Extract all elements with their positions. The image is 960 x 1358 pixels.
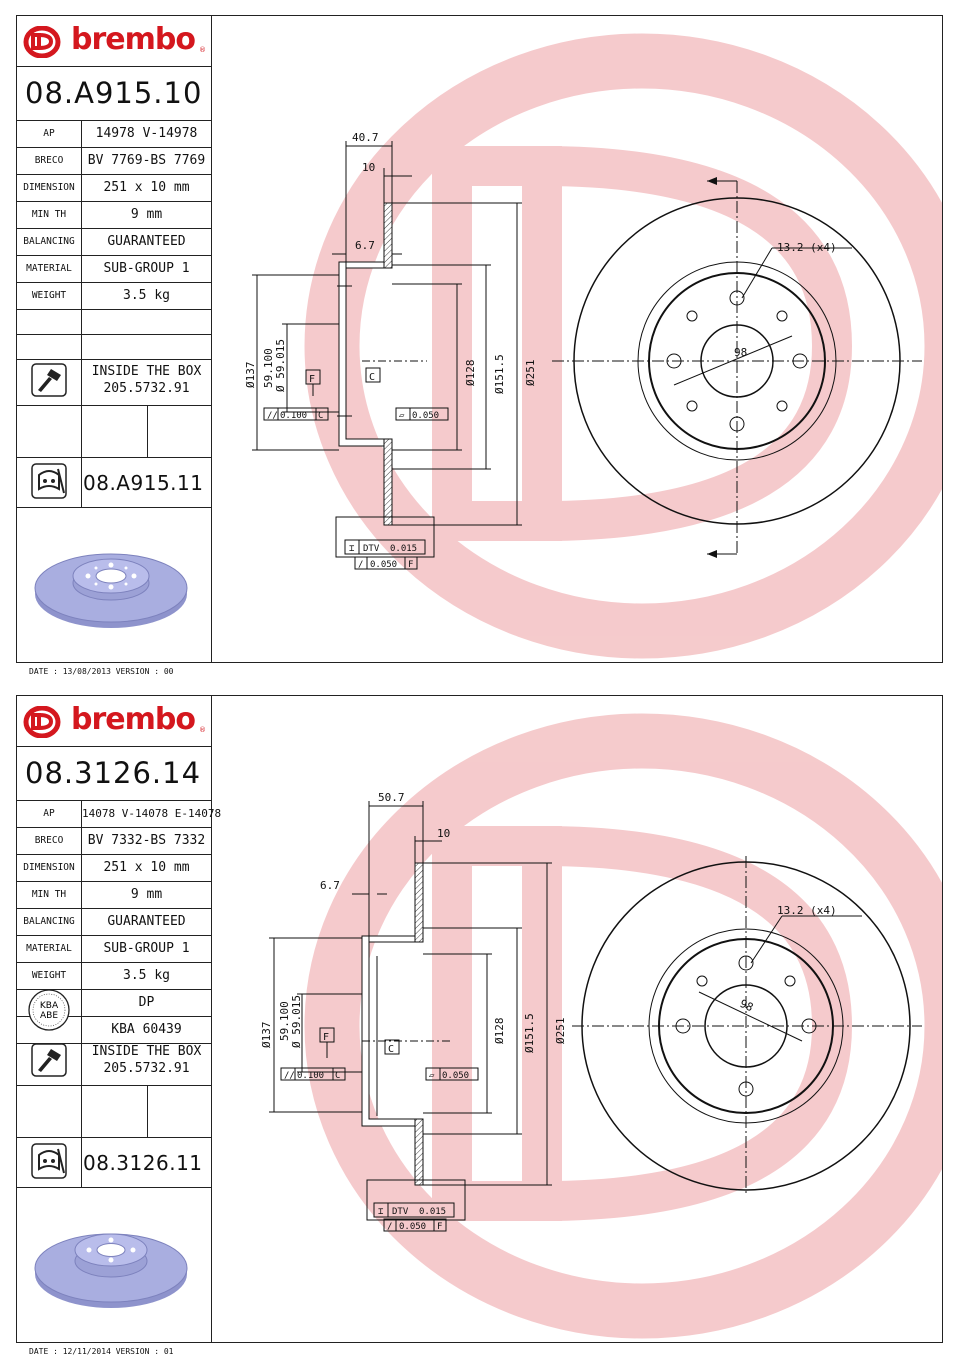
spec-table [17, 801, 222, 1044]
kba-number: KBA 60439 [111, 1022, 182, 1037]
dim-hat-thickness: 6.7 [320, 879, 340, 892]
kba-badge-icon [27, 988, 71, 1032]
spec-key: MIN TH [17, 202, 82, 228]
spec-row [17, 175, 211, 202]
dim-total-width: 40.7 [352, 131, 379, 144]
brand-name: brembo [71, 22, 195, 57]
inside-box-text [82, 1043, 211, 1077]
datasheet-1 [16, 15, 943, 676]
spec-row [17, 121, 211, 148]
spec-value: 251 x 10 mm [103, 180, 190, 195]
spec-value: GUARANTEED [107, 914, 186, 929]
spec-key: WEIGHT [17, 963, 82, 989]
spec-row [17, 855, 211, 882]
brake-pad-icon [31, 463, 67, 499]
spec-value: BV 7332-BS 7332 [87, 833, 206, 848]
spec-row [17, 202, 211, 229]
pad-reference-block [17, 1137, 211, 1188]
spec-value: 9 mm [130, 207, 163, 222]
spec-value: SUB-GROUP 1 [103, 261, 190, 276]
dim-disc-thickness: 10 [362, 161, 376, 174]
dtv-value: 0.015 [419, 1207, 447, 1217]
dim-d59-max: 59.100 [262, 348, 275, 388]
spec-value: 3.5 kg [123, 288, 170, 303]
spec-row [17, 229, 211, 256]
dim-d59-max: 59.100 [278, 1001, 291, 1041]
spec-sidebar [17, 696, 222, 1356]
spec-key: DIMENSION [17, 855, 82, 881]
pad-reference-block [17, 457, 211, 508]
spec-value: GUARANTEED [107, 234, 186, 249]
datum-c: C [369, 372, 376, 383]
pad-reference: 08.3126.11 [83, 1151, 203, 1175]
technical-drawing [212, 696, 942, 1342]
spec-key: BRECO [17, 148, 82, 174]
spec-row [17, 963, 211, 990]
svg-text:/: / [387, 1222, 393, 1232]
dim-pcd: 98 [737, 996, 756, 1015]
footer-date: DATE : 12/11/2014 VERSION : 01 [29, 1347, 174, 1356]
disc-render-image [33, 536, 193, 631]
spec-key: MATERIAL [17, 256, 82, 282]
dim-d151: Ø151.5 [493, 354, 506, 394]
tol-parallel: 0.100 [297, 1071, 325, 1081]
dim-d137: Ø137 [244, 361, 257, 388]
brembo-logo-icon [23, 706, 67, 738]
dim-d128: Ø128 [493, 1017, 506, 1044]
tol-flatness: 0.050 [442, 1071, 470, 1081]
tol-parallel-ref: C [335, 1071, 341, 1081]
spec-row [17, 909, 211, 936]
disc-render-image [33, 1216, 193, 1311]
spec-value: BV 7769-BS 7769 [87, 153, 206, 168]
spec-key: MIN TH [17, 882, 82, 908]
spec-value: 251 x 10 mm [103, 860, 190, 875]
kba-badge-top: KBA [39, 1001, 59, 1011]
svg-text://: // [284, 1071, 295, 1081]
datum-f: F [309, 374, 316, 385]
svg-text:/: / [358, 560, 364, 570]
spec-key: DIMENSION [17, 175, 82, 201]
spec-key: BRECO [17, 828, 82, 854]
brembo-watermark-icon [332, 61, 942, 631]
runout-value: 0.050 [370, 560, 398, 570]
dtv-value: 0.015 [390, 544, 418, 554]
svg-text://: // [267, 411, 278, 421]
brembo-logo-icon [23, 26, 67, 58]
runout-value: 0.050 [399, 1222, 427, 1232]
datum-f: F [323, 1032, 330, 1043]
spec-row [17, 801, 222, 828]
screw-icon [31, 363, 67, 397]
brand-header [17, 16, 211, 67]
dim-d137: Ø137 [260, 1021, 273, 1048]
registered-mark: ® [199, 46, 206, 54]
spec-key: BALANCING [17, 229, 82, 255]
tol-flatness: 0.050 [412, 411, 440, 421]
dim-bolt-hole: 13.2 (x4) [777, 241, 837, 254]
tol-parallel-ref: C [318, 411, 324, 421]
registered-mark: ® [199, 726, 206, 734]
datum-c: C [388, 1044, 395, 1055]
spec-table [17, 121, 211, 360]
spec-key: BALANCING [17, 909, 82, 935]
spec-value: 3.5 kg [123, 968, 170, 983]
dim-hat-thickness: 6.7 [355, 239, 375, 252]
spec-value: 14078 V-14078 E-14078 [82, 807, 222, 820]
empty-block [17, 405, 211, 458]
spec-row-empty [17, 310, 211, 335]
svg-text:▱: ▱ [429, 1071, 435, 1081]
dim-d128: Ø128 [464, 359, 477, 386]
spec-key: AP [17, 801, 82, 827]
inside-box-code: 205.5732.91 [103, 1061, 190, 1076]
dim-d251: Ø251 [524, 359, 537, 386]
dim-disc-thickness: 10 [437, 827, 451, 840]
inside-box-label: INSIDE THE BOX [91, 1044, 202, 1059]
spec-key: MATERIAL [17, 936, 82, 962]
dim-d59-min: Ø 59.015 [290, 995, 303, 1048]
inside-box-block [17, 1035, 211, 1086]
spec-sidebar [17, 16, 212, 676]
kba-dp: DP [138, 995, 155, 1010]
dtv-label: DTV [392, 1207, 409, 1217]
runout-ref: F [437, 1222, 443, 1232]
svg-text:⌶: ⌶ [349, 544, 355, 554]
dim-bolt-hole: 13.2 (x4) [777, 904, 837, 917]
brand-header [17, 696, 211, 747]
tol-parallel: 0.100 [280, 411, 308, 421]
spec-key: AP [17, 121, 82, 147]
datasheet-2 [16, 695, 943, 1356]
dim-d151: Ø151.5 [523, 1013, 536, 1053]
technical-drawing [212, 16, 942, 662]
dtv-label: DTV [363, 544, 380, 554]
empty-block [17, 1085, 211, 1138]
spec-row [17, 936, 211, 963]
spec-row [17, 148, 211, 175]
brake-pad-icon [31, 1143, 67, 1179]
spec-row [17, 283, 211, 310]
spec-row [17, 256, 211, 283]
dim-pcd: 98 [734, 346, 748, 359]
runout-ref: F [408, 560, 414, 570]
spec-value: 14978 V-14978 [95, 126, 198, 141]
kba-badge-bottom: ABE [39, 1011, 59, 1021]
svg-text:▱: ▱ [399, 411, 405, 421]
dim-d251: Ø251 [554, 1017, 567, 1044]
svg-text:⌶: ⌶ [378, 1207, 384, 1217]
brand-name: brembo [71, 702, 195, 737]
inside-box-block [17, 355, 211, 406]
spec-value: 9 mm [130, 887, 163, 902]
inside-box-text [82, 363, 211, 397]
spec-value: SUB-GROUP 1 [103, 941, 190, 956]
screw-icon [31, 1043, 67, 1077]
dim-d59-min: Ø 59.015 [274, 339, 287, 392]
inside-box-label: INSIDE THE BOX [91, 364, 202, 379]
spec-row [17, 882, 211, 909]
part-number: 08.3126.14 [17, 747, 211, 801]
dim-total-width: 50.7 [378, 791, 405, 804]
spec-key: WEIGHT [17, 283, 82, 309]
part-number: 08.A915.10 [17, 67, 211, 121]
inside-box-code: 205.5732.91 [103, 381, 190, 396]
footer-date: DATE : 13/08/2013 VERSION : 00 [29, 667, 174, 676]
pad-reference: 08.A915.11 [83, 471, 204, 495]
spec-row [17, 828, 211, 855]
